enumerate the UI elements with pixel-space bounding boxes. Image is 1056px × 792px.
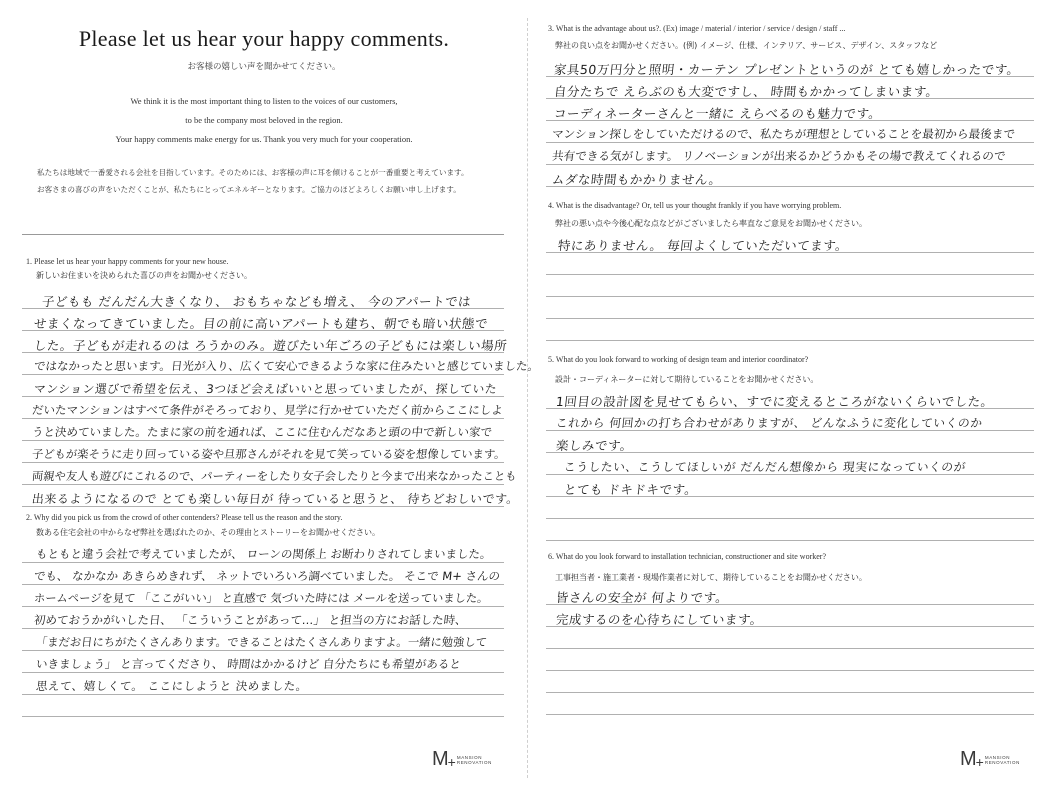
answer-line-rule — [22, 418, 504, 419]
answer-line-rule — [546, 670, 1034, 671]
company-logo — [960, 748, 1020, 771]
handwritten-line: 出来るようになるので とても楽しい毎日が 待っていると思うと、 待ちどおしいです。 — [31, 492, 520, 506]
handwritten-line: 「まだお日にちがたくさんあります。できることはたくさんありますよ。一緒に勉強して — [35, 636, 488, 649]
question-6-title: 6. What do you look forward to installation technician, constructioner and site worker? — [548, 552, 826, 561]
answer-line-rule — [546, 164, 1034, 165]
page-subtitle: お客様の嬉しい声を聞かせてください。 — [187, 62, 341, 72]
handwritten-line: 1回目の設計図を見せてもらい、すでに変えるところがないくらいでした。 — [555, 394, 995, 409]
right-page — [528, 0, 1056, 792]
handwritten-line: 共有できる気がします。 リノベーションが出来るかどうかもその場で教えてくれるので — [551, 149, 1007, 163]
answer-line-rule — [22, 374, 504, 375]
answer-line-rule — [546, 518, 1034, 519]
logo-mark: M+ — [960, 748, 983, 770]
logo-text: MANSION RENOVATION — [984, 754, 1020, 765]
answer-line-rule — [546, 648, 1034, 649]
handwritten-line: 完成するのを心待ちにしています。 — [555, 612, 764, 627]
handwritten-line: 子どもも だんだん大きくなり、 おもちゃなども増え、 今のアパートでは — [41, 294, 472, 309]
handwritten-line: とても ドキドキです。 — [563, 482, 699, 497]
question-1-subtitle: 新しいお住まいを決められた喜びの声をお聞かせください。 — [36, 271, 252, 280]
company-logo — [432, 748, 492, 771]
question-2-subtitle: 数ある住宅会社の中からなぜ弊社を選ばれたのか、その理由とストーリーをお聞かせください。 — [36, 528, 380, 537]
handwritten-line: うと決めていました。たまに家の前を通れば、ここに住むんだなあと頭の中で新しい家で — [31, 425, 493, 439]
handwritten-line: 特にありません。 毎回よくしていただいてます。 — [557, 238, 849, 253]
logo-mark: M+ — [432, 748, 455, 770]
question-2-title: 2. Why did you pick us from the crowd of other contenders? Please tell us the reason and the story. — [26, 513, 343, 522]
answer-line-rule — [546, 692, 1034, 693]
handwritten-line: 思えて、嬉しくて。 ここにしようと 決めました。 — [35, 679, 309, 693]
question-5-title: 5. What do you look forward to working of design team and interior coordinator? — [548, 355, 809, 364]
answer-line-rule — [546, 340, 1034, 341]
answer-line-rule — [22, 606, 504, 607]
handwritten-line: こうしたい、こうしてほしいが だんだん想像から 現実になっていくのが — [563, 460, 967, 474]
answer-line-rule — [546, 318, 1034, 319]
answer-line-rule — [22, 562, 504, 563]
logo-text: MANSION RENOVATION — [456, 754, 492, 765]
answer-line-rule — [22, 462, 504, 463]
answer-line-rule — [22, 672, 504, 673]
handwritten-line: これから 何回かの打ち合わせがありますが、 どんなふうに変化していくのか — [555, 416, 984, 430]
intro-text: to be the company most beloved in the region. — [185, 115, 343, 125]
answer-line-rule — [546, 142, 1034, 143]
handwritten-line: 両親や友人も遊びにこれるので、パーティーをしたり女子会したりと今まで出来なかったことも — [31, 470, 518, 483]
question-5-subtitle: 設計・コーディネーターに対して期待していることをお聞かせください。 — [555, 375, 819, 384]
answer-line-rule — [22, 484, 504, 485]
intro-text-jp: お客さまの喜びの声をいただくことが、私たちにとってエネルギーとなります。ご協力のほどよろしくお願い申し上げます。 — [37, 185, 461, 194]
answer-line-rule — [22, 584, 504, 585]
handwritten-line: 子どもが楽そうに走り回っている姿や旦那さんがそれを見て笑っている姿を想像しています。 — [31, 448, 507, 461]
handwritten-line: マンション探しをしていただけるので、私たちが理想としていることを最初から最後まで — [551, 127, 1016, 141]
handwritten-line: 皆さんの安全が 何よりです。 — [555, 590, 730, 605]
handwritten-line: 初めておうかがいした日、 「こういうことがあって…」 と担当の方にお話した時、 — [33, 613, 468, 627]
answer-line-rule — [546, 296, 1034, 297]
question-4-subtitle: 弊社の悪い点や今後心配な点などがございましたら率直なご意見をお聞かせください。 — [555, 219, 867, 228]
answer-line-rule — [546, 274, 1034, 275]
handwritten-line: 楽しみです。 — [555, 438, 634, 453]
handwritten-line: コーディネーターさんと一緒に えらべるのも魅力です。 — [553, 106, 883, 121]
answer-line-rule — [22, 716, 504, 717]
question-4-title: 4. What is the disadvantage? Or, tell us your thought frankly if you have worrying problem. — [548, 201, 842, 210]
question-3-subtitle: 弊社の良い点をお聞かせください。(例) イメージ、仕様、インテリア、サービス、デザイン、スタッフなど — [555, 41, 938, 50]
intro-text: Your happy comments make energy for us. Thank you very much for your cooperation. — [115, 134, 413, 144]
handwritten-line: もともと違う会社で考えていましたが、 ローンの関係上 お断わりされてしまいました。 — [35, 547, 493, 561]
answer-line-rule — [22, 650, 504, 651]
handwritten-line: 家具50万円分と照明・カーテン プレゼントというのが とても嬉しかったです。 — [553, 62, 1021, 77]
handwritten-line: ホームページを見て 「ここがいい」 と直感で 気づいた時には メールを送っていました。 — [33, 592, 490, 605]
question-6-subtitle: 工事担当者・施工業者・現場作業者に対して、期待していることをお聞かせください。 — [555, 573, 867, 582]
handwritten-line: した。子どもが走れるのは ろうかのみ。遊びたい年ごろの子どもには楽しい場所 — [33, 338, 508, 353]
handwritten-line: ムダな時間もかかりません。 — [551, 172, 723, 187]
page-title: Please let us hear your happy comments. — [78, 26, 450, 51]
answer-line-rule — [22, 440, 504, 441]
question-3-title: 3. What is the advantage about us?. (Ex) image / material / interior / service / design / staff ... — [548, 24, 846, 33]
handwritten-line: ではなかったと思います。日光が入り、広くて安心できるような家に住みたいと感じていました。 — [33, 359, 540, 373]
handwritten-line: いきましょう」 と言ってくださり、 時間はかかるけど 自分たちにも希望があると — [35, 657, 462, 671]
answer-line-rule — [22, 628, 504, 629]
question-1-title: 1. Please let us hear your happy comments for your new house. — [26, 257, 229, 266]
answer-line-rule — [546, 540, 1034, 541]
handwritten-line: マンション選びで希望を伝え、3つほど会えばいいと思っていましたが、探していた — [33, 382, 498, 396]
handwritten-line: でも、 なかなか あきらめきれず、 ネットでいろいろ調べていました。 そこで M+ さんの — [33, 569, 501, 583]
handwritten-line: せまくなってきていました。目の前に高いアパートも建ち、朝でも暗い状態で — [33, 316, 489, 331]
intro-text: We think it is the most important thing to listen to the voices of our customers, — [130, 96, 398, 106]
handwritten-line: だいたマンションはすべて条件がそろっており、見学に行かせていただく前からここにしよ — [31, 403, 504, 417]
handwritten-line: 自分たちで えらぶのも大変ですし、 時間もかかってしまいます。 — [553, 84, 940, 99]
answer-line-rule — [22, 694, 504, 695]
intro-text-jp: 私たちは地域で一番愛される会社を目指しています。そのためには、お客様の声に耳を傾けることが一番重要と考えています。 — [37, 168, 469, 177]
header-divider — [22, 234, 504, 235]
answer-line-rule — [546, 714, 1034, 715]
